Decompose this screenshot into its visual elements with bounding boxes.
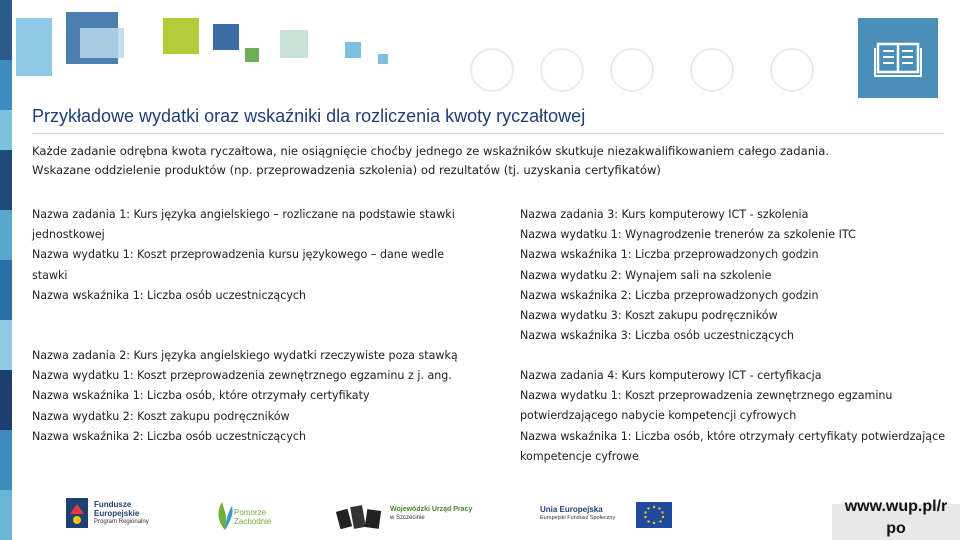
logo4-line2: Europejski Fundusz Społeczny <box>540 515 616 521</box>
task-line: Nazwa wskaźnika 2: Liczba osób uczestniczących <box>32 429 307 443</box>
page-title: Przykładowe wydatki oraz wskaźniki dla rozliczenia kwoty ryczałtowej <box>32 106 586 126</box>
eu-flag-icon <box>636 502 672 528</box>
task-2-block <box>32 346 458 447</box>
recycle-icon <box>470 48 514 92</box>
website-url[interactable] <box>836 496 956 540</box>
task-line: Nazwa zadania 4: Kurs komputerowy ICT - certyfikacja <box>520 369 822 382</box>
wup-blocks-icon <box>336 500 386 530</box>
logo3-line1: Wojewódzki Urząd Pracy <box>390 506 473 513</box>
heart-icon <box>770 48 814 92</box>
intro-line-1: Każde zadanie odrębna kwota ryczałtowa, nie osiągnięcie choćby jednego ze wskaźników skutkuje niezakwalifikowaniem całego zadania. <box>32 144 830 158</box>
task-1-block <box>32 205 455 306</box>
task-line: kompetencje cyfrowe <box>520 449 639 463</box>
task-line: Nazwa wskaźnika 2: Liczba przeprowadzonych godzin <box>520 288 819 302</box>
logo4-line1: Unia Europejska <box>540 505 603 514</box>
task-line: Nazwa wydatku 1: Koszt przeprowadzenia kursu językowego – dane wedle <box>32 248 445 262</box>
task-line: Nazwa wskaźnika 1: Liczba przeprowadzonych godzin <box>520 248 819 262</box>
task-line: Nazwa wydatku 1: Koszt przeprowadzenia zewnętrznego egzaminu z j. ang. <box>32 369 452 383</box>
logo2-line2: Zachodnie <box>234 517 272 526</box>
task-line: jednostkowej <box>32 228 105 242</box>
task-4-block <box>520 366 945 467</box>
plant-icon <box>690 48 734 92</box>
left-color-bar <box>0 0 12 540</box>
task-line: Nazwa wskaźnika 1: Liczba osób uczestniczących <box>32 288 307 302</box>
task-line: Nazwa wskaźnika 3: Liczba osób uczestniczących <box>520 329 795 343</box>
logo-pomorze-zachodnie <box>214 492 284 536</box>
logo-unia-europejska <box>540 492 680 536</box>
leaf-icon <box>610 48 654 92</box>
task-line: potwierdzającego nabycie kompetencji cyfrowych <box>520 409 797 423</box>
task-line: Nazwa zadania 1: Kurs języka angielskiego – rozliczane na podstawie stawki <box>32 208 455 221</box>
task-3-block <box>520 205 856 346</box>
intro-text <box>32 142 829 180</box>
task-line: Nazwa zadania 2: Kurs języka angielskiego wydatki rzeczywiste poza stawką <box>32 349 458 362</box>
title-divider <box>32 133 944 134</box>
task-line: Nazwa wydatku 1: Wynagrodzenie trenerów za szkolenie ITC <box>520 228 856 242</box>
task-line: Nazwa wydatku 1: Koszt przeprowadzenia zewnętrznego egzaminu <box>520 389 893 403</box>
task-line: Nazwa wydatku 3: Koszt zakupu podręczników <box>520 309 778 323</box>
task-line: Nazwa wskaźnika 1: Liczba osób, które otrzymały certyfikaty potwierdzające <box>520 429 946 443</box>
globe-icon <box>540 48 584 92</box>
intro-line-2: Wskazane oddzielenie produktów (np. przeprowadzenia szkolenia) od rezultatów (tj. uzyskania certyfikatów) <box>32 163 661 177</box>
task-line: Nazwa wydatku 2: Wynajem sali na szkolenie <box>520 268 772 282</box>
logo-fundusze-europejskie <box>64 492 164 536</box>
logo2-line1: Pomorze <box>234 508 267 517</box>
task-line: Nazwa zadania 3: Kurs komputerowy ICT - szkolenia <box>520 208 809 221</box>
url-line-1: www.wup.pl/r <box>844 498 948 515</box>
logo3-line2: w Szczecinie <box>390 515 425 521</box>
url-line-2: po <box>886 520 906 537</box>
fe-star-icon <box>64 496 90 530</box>
logo-wup-szczecin <box>336 492 486 536</box>
open-book-icon <box>858 18 938 98</box>
logo1-line3: Program Regionalny <box>94 519 149 525</box>
task-line: Nazwa wydatku 2: Koszt zakupu podręczników <box>32 409 290 423</box>
logo1-line2: Europejskie <box>94 509 140 518</box>
task-line: Nazwa wskaźnika 1: Liczba osób, które otrzymały certyfikaty <box>32 389 370 403</box>
pomorze-leaf-icon <box>214 498 236 532</box>
logo1-line1: Fundusze <box>94 500 132 509</box>
task-line: stawki <box>32 268 68 282</box>
